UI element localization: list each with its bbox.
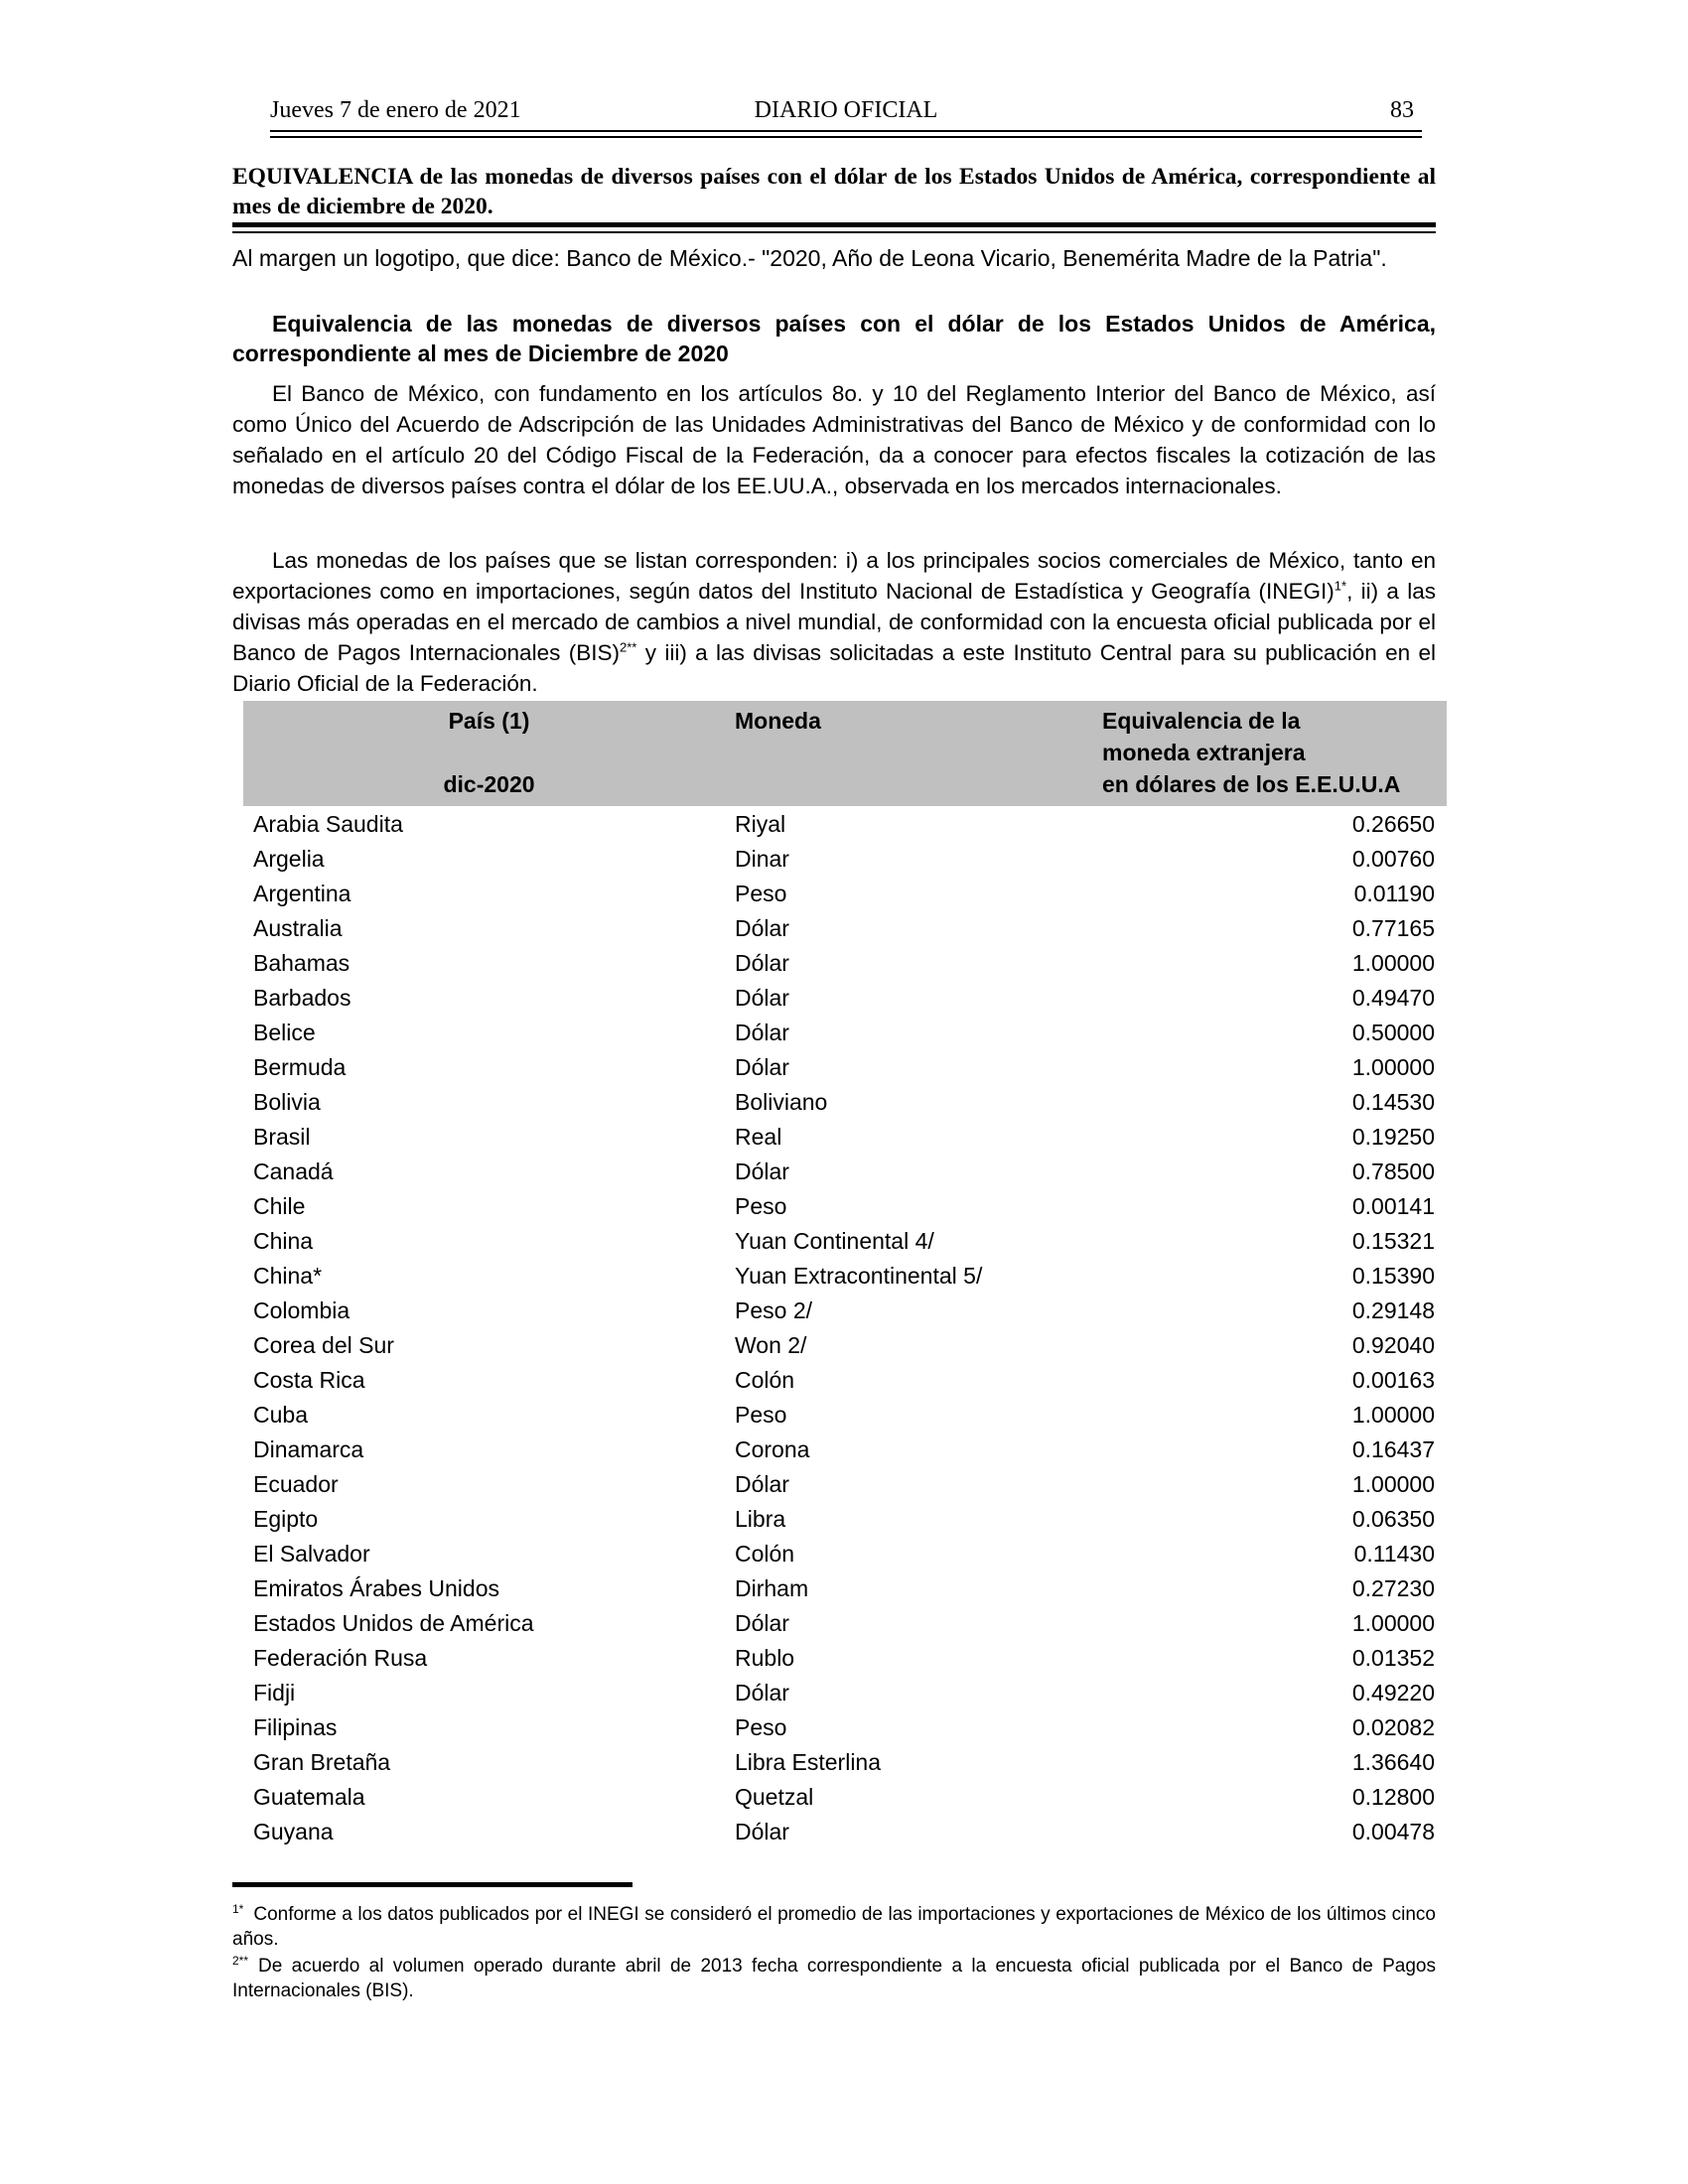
- table-row: [243, 1467, 1447, 1502]
- masthead-page-number: 83: [1390, 97, 1414, 123]
- equivalence-value-cell: 1.00000: [1351, 1610, 1435, 1636]
- equivalence-value-cell: 1.00000: [1351, 1054, 1435, 1080]
- country-cell: Corea del Sur: [253, 1332, 394, 1358]
- currency-cell: Won 2/: [735, 1332, 807, 1358]
- equivalence-value-cell: 0.01352: [1351, 1645, 1435, 1671]
- footnote-ref-2: 2**: [619, 639, 637, 655]
- equivalence-value-cell: 0.01190: [1353, 881, 1435, 906]
- document-title: EQUIVALENCIA de las monedas de diversos países con el dólar de los Estados Unidos de América, correspondiente al mes de diciembre de 2020.: [232, 164, 1436, 219]
- currency-column-label: Moneda: [735, 708, 821, 734]
- footnote-1: [232, 1902, 1436, 1952]
- equivalence-value-cell: 0.16437: [1351, 1436, 1435, 1462]
- table-header-equivalence-column: [1102, 708, 1447, 798]
- country-cell: Costa Rica: [253, 1367, 365, 1393]
- currency-cell: Peso 2/: [735, 1297, 812, 1323]
- equivalence-value-cell: 0.12800: [1351, 1784, 1435, 1810]
- footnote-ref-1: 1*: [1334, 578, 1347, 594]
- country-cell: Australia: [253, 915, 343, 941]
- equivalence-value-cell: 0.00163: [1351, 1367, 1435, 1393]
- table-row: [243, 1085, 1447, 1120]
- masthead-date: Jueves 7 de enero de 2021: [270, 97, 521, 123]
- table-row: [243, 911, 1447, 946]
- table-row: [243, 1537, 1447, 1571]
- table-row: [243, 1676, 1447, 1710]
- table-row: [243, 1745, 1447, 1780]
- table-row: [243, 1710, 1447, 1745]
- footnote-separator-rule: [232, 1882, 633, 1887]
- table-row: [243, 1189, 1447, 1224]
- table-row: [243, 1502, 1447, 1537]
- equivalence-value-cell: 0.50000: [1351, 1020, 1435, 1045]
- currency-cell: Dólar: [735, 1610, 789, 1636]
- currency-cell: Riyal: [735, 811, 786, 837]
- currency-cell: Dirham: [735, 1575, 809, 1601]
- country-cell: Argentina: [253, 881, 352, 906]
- equivalence-value-cell: 0.19250: [1351, 1124, 1435, 1150]
- equivalence-value-cell: 0.92040: [1351, 1332, 1435, 1358]
- country-cell: Ecuador: [253, 1471, 339, 1497]
- table-row: [243, 1433, 1447, 1467]
- paragraph-currency-criteria: [232, 545, 1436, 699]
- currency-cell: Quetzal: [735, 1784, 814, 1810]
- equivalence-label-line3: en dólares de los E.E.U.U.A: [1102, 771, 1401, 797]
- paragraph2-part2: , ii) a las divisas más operadas en el mercado de cambios a nivel mundial, de conformidad con la encuesta oficial publicada por el Banco de Pagos Internacionales (BIS): [232, 579, 1436, 665]
- equivalence-value-cell: 0.00141: [1351, 1193, 1435, 1219]
- currency-cell: Dólar: [735, 1159, 789, 1184]
- currency-cell: Colón: [735, 1367, 795, 1393]
- country-cell: Emiratos Árabes Unidos: [253, 1575, 499, 1601]
- currency-cell: Dólar: [735, 1471, 789, 1497]
- table-row: [243, 981, 1447, 1016]
- currency-cell: Dinar: [735, 846, 789, 872]
- table-body: [243, 807, 1447, 1849]
- masthead: [270, 97, 1422, 127]
- table-row: [243, 1328, 1447, 1363]
- country-cell: Gran Bretaña: [253, 1749, 391, 1775]
- equivalence-value-cell: 0.00760: [1351, 846, 1435, 872]
- country-cell: Cuba: [253, 1402, 308, 1428]
- footnote-2-text: De acuerdo al volumen operado durante abril de 2013 fecha correspondiente a la encuesta oficial publicada por el Banco de Pagos Internacionales (BIS).: [232, 1956, 1436, 2001]
- masthead-journal-title: DIARIO OFICIAL: [754, 97, 938, 123]
- country-cell: Federación Rusa: [253, 1645, 428, 1671]
- footnote-2: [232, 1954, 1436, 2003]
- footnote-2-marker: 2**: [232, 1953, 249, 1968]
- currency-cell: Dólar: [735, 915, 789, 941]
- section-heading: Equivalencia de las monedas de diversos países con el dólar de los Estados Unidos de América, correspondiente al mes de Diciembre de 2020: [232, 311, 1436, 366]
- footnotes: [232, 1902, 1436, 2005]
- currency-cell: Dólar: [735, 1819, 789, 1844]
- country-cell: Argelia: [253, 846, 325, 872]
- currency-cell: Libra: [735, 1506, 786, 1532]
- country-cell: Colombia: [253, 1297, 351, 1323]
- table-header-country-column: [243, 708, 735, 798]
- country-cell: Bermuda: [253, 1054, 347, 1080]
- table-row: [243, 1155, 1447, 1189]
- table-row: [243, 1606, 1447, 1641]
- equivalence-value-cell: 0.29148: [1351, 1297, 1435, 1323]
- equivalence-value-cell: 1.00000: [1351, 1471, 1435, 1497]
- table-row: [243, 1050, 1447, 1085]
- equivalence-value-cell: 0.49220: [1351, 1680, 1435, 1706]
- table-row: [243, 1815, 1447, 1849]
- paragraph2-part3: y iii) a las divisas solicitadas a este Instituto Central para su publicación en el Diario Oficial de la Federación.: [232, 640, 1437, 696]
- currency-cell: Yuan Continental 4/: [735, 1228, 934, 1254]
- currency-cell: Peso: [735, 1193, 787, 1219]
- equivalence-value-cell: 1.00000: [1351, 1402, 1435, 1428]
- currency-cell: Dólar: [735, 950, 789, 976]
- equivalence-value-cell: 0.00478: [1351, 1819, 1435, 1844]
- currency-cell: Dólar: [735, 1054, 789, 1080]
- currency-cell: Corona: [735, 1436, 810, 1462]
- currency-cell: Dólar: [735, 985, 789, 1011]
- equivalence-value-cell: 0.26650: [1351, 811, 1435, 837]
- country-cell: Fidji: [253, 1680, 296, 1706]
- country-cell: Dinamarca: [253, 1436, 364, 1462]
- country-cell: Egipto: [253, 1506, 319, 1532]
- month-label: dic-2020: [443, 771, 535, 797]
- currency-cell: Real: [735, 1124, 782, 1150]
- table-header-currency-column: [735, 708, 1102, 798]
- equivalence-value-cell: 0.27230: [1351, 1575, 1435, 1601]
- equivalence-value-cell: 0.02082: [1351, 1714, 1435, 1740]
- equivalence-label-line2: moneda extranjera: [1102, 740, 1306, 765]
- country-cell: Filipinas: [253, 1714, 338, 1740]
- currency-cell: Colón: [735, 1541, 795, 1567]
- table-row: [243, 1294, 1447, 1328]
- equivalence-value-cell: 1.00000: [1351, 950, 1435, 976]
- country-cell: Guatemala: [253, 1784, 365, 1810]
- paragraph-legal-basis: El Banco de México, con fundamento en los artículos 8o. y 10 del Reglamento Interior del Banco de México, así como Único del Acuerdo de Adscripción de las Unidades Administrativas del Banco de México y de conformidad con lo señalado en el artículo 20 del Código Fiscal de la Federación, da a conocer para efectos fiscales la cotización de las monedas de diversos países contra el dólar de los EE.UU.A., observada en los mercados internacionales.: [232, 381, 1436, 498]
- table-row: [243, 1780, 1447, 1815]
- table-row: [243, 1016, 1447, 1050]
- country-cell: Belice: [253, 1020, 316, 1045]
- table-row: [243, 1571, 1447, 1606]
- table-row: [243, 877, 1447, 911]
- table-header: [243, 701, 1447, 806]
- currency-cell: Peso: [735, 1402, 787, 1428]
- equivalence-value-cell: 1.36640: [1351, 1749, 1435, 1775]
- equivalence-value-cell: 0.49470: [1351, 985, 1435, 1011]
- equivalence-value-cell: 0.15321: [1351, 1228, 1435, 1254]
- footnote-1-text: Conforme a los datos publicados por el INEGI se consideró el promedio de las importaciones y exportaciones de México de los últimos cinco años.: [232, 1904, 1436, 1950]
- margin-note: Al margen un logotipo, que dice: Banco de México.- "2020, Año de Leona Vicario, Benemérita Madre de la Patria".: [232, 245, 1387, 271]
- currency-cell: Peso: [735, 881, 787, 906]
- country-cell: Barbados: [253, 985, 352, 1011]
- currency-cell: Rublo: [735, 1645, 795, 1671]
- equivalence-value-cell: 0.06350: [1351, 1506, 1435, 1532]
- table-row: [243, 1259, 1447, 1294]
- currency-cell: Boliviano: [735, 1089, 828, 1115]
- country-cell: Bolivia: [253, 1089, 321, 1115]
- country-cell: El Salvador: [253, 1541, 370, 1567]
- equivalence-value-cell: 0.77165: [1351, 915, 1435, 941]
- table-row: [243, 807, 1447, 842]
- equivalence-value-cell: 0.15390: [1351, 1263, 1435, 1289]
- currency-cell: Dólar: [735, 1020, 789, 1045]
- table-row: [243, 1398, 1447, 1433]
- country-cell: Brasil: [253, 1124, 311, 1150]
- table-row: [243, 1363, 1447, 1398]
- country-cell: Estados Unidos de América: [253, 1610, 534, 1636]
- equivalence-value-cell: 0.78500: [1351, 1159, 1435, 1184]
- table-row: [243, 1224, 1447, 1259]
- title-separator-rule: [232, 222, 1436, 233]
- table-row: [243, 1120, 1447, 1155]
- country-cell: Arabia Saudita: [253, 811, 403, 837]
- country-cell: China*: [253, 1263, 323, 1289]
- currency-cell: Yuan Extracontinental 5/: [735, 1263, 983, 1289]
- country-column-label: País (1): [448, 708, 530, 734]
- equivalence-table: [243, 701, 1447, 1849]
- table-row: [243, 1641, 1447, 1676]
- footnote-1-marker: 1*: [232, 1901, 244, 1916]
- equivalence-value-cell: 0.14530: [1351, 1089, 1435, 1115]
- equivalence-label-line1: Equivalencia de la: [1102, 708, 1301, 734]
- country-cell: Canadá: [253, 1159, 334, 1184]
- masthead-double-rule: [270, 130, 1422, 138]
- country-cell: Chile: [253, 1193, 306, 1219]
- currency-cell: Dólar: [735, 1680, 789, 1706]
- country-cell: China: [253, 1228, 314, 1254]
- country-cell: Bahamas: [253, 950, 351, 976]
- table-row: [243, 946, 1447, 981]
- currency-cell: Peso: [735, 1714, 787, 1740]
- country-cell: Guyana: [253, 1819, 334, 1844]
- paragraph2-part1: Las monedas de los países que se listan corresponden: i) a los principales socios comerciales de México, tanto en exportaciones como en importaciones, según datos del Instituto Nacional de Estadística y Geografía (INEGI): [232, 548, 1436, 604]
- equivalence-value-cell: 0.11430: [1353, 1541, 1435, 1567]
- table-row: [243, 842, 1447, 877]
- currency-cell: Libra Esterlina: [735, 1749, 882, 1775]
